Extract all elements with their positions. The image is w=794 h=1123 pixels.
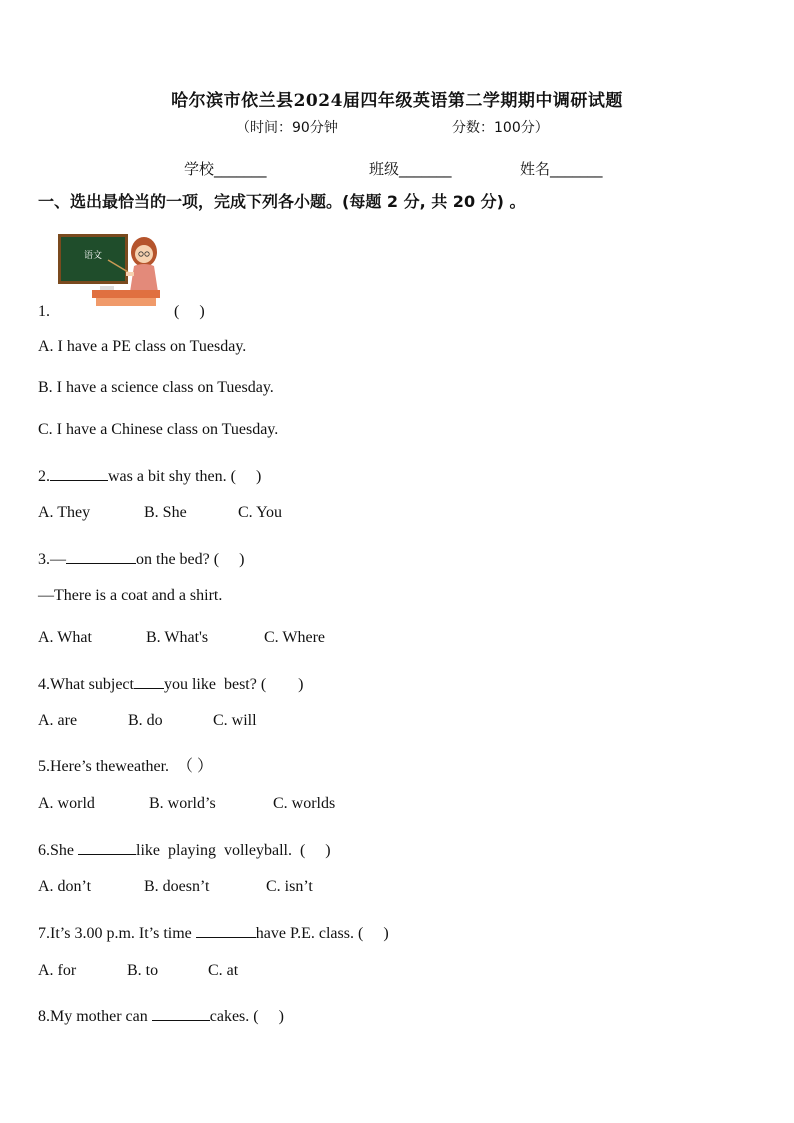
q2-option-a[interactable]: A. They <box>38 504 91 521</box>
question-4: 4.What subject you like best? ( ) <box>38 676 304 693</box>
q3-option-b[interactable]: B. What's <box>146 629 209 646</box>
q2-option-b[interactable]: B. She <box>144 504 187 521</box>
board-text: 语文 <box>83 251 103 261</box>
question-1 <box>38 298 205 321</box>
q5-options <box>38 795 335 813</box>
school-field[interactable]: 学校_______ <box>184 160 267 178</box>
q6-option-c[interactable]: C. isn’t <box>266 878 313 895</box>
q5-option-a[interactable]: A. world <box>38 795 95 812</box>
question-7: 7.It’s 3.00 p.m. It’s time have P.E. class. ( ) <box>38 925 389 942</box>
name-field[interactable]: 姓名_______ <box>520 160 603 178</box>
exam-time: （时间：90分钟 <box>236 120 338 136</box>
q7-options <box>38 962 238 980</box>
answer-blank[interactable] <box>152 1006 210 1021</box>
question-8: 8.My mother can cakes. ( ) <box>38 1008 284 1025</box>
page-title: 哈尔滨市依兰县2024届四年级英语第二学期期中调研试题 <box>171 91 623 111</box>
answer-blank[interactable] <box>66 549 136 564</box>
q2-option-c[interactable]: C. You <box>238 504 283 521</box>
q5-option-c[interactable]: C. worlds <box>273 795 336 812</box>
answer-blank[interactable] <box>134 674 164 689</box>
q4-options <box>38 712 257 730</box>
q1-option-b[interactable]: B. I have a science class on Tuesday. <box>38 379 274 396</box>
q7-option-c[interactable]: C. at <box>208 962 239 979</box>
answer-paren[interactable]: ( ) <box>174 303 205 320</box>
question-3: 3.— on the bed? ( ) <box>38 551 245 568</box>
q3-option-a[interactable]: A. What <box>38 629 92 646</box>
q4-option-a[interactable]: A. are <box>38 712 78 729</box>
q7-option-b[interactable]: B. to <box>127 962 159 979</box>
answer-blank[interactable] <box>196 923 256 938</box>
q1-option-c[interactable]: C. I have a Chinese class on Tuesday. <box>38 421 279 438</box>
q3-option-c[interactable]: C. Where <box>264 629 326 646</box>
q6-options <box>38 878 313 896</box>
q3-options <box>38 629 325 647</box>
q1-option-a[interactable]: A. I have a PE class on Tuesday. <box>38 338 247 355</box>
question-1-number: 1. <box>38 303 50 320</box>
class-field[interactable]: 班级_______ <box>369 160 452 178</box>
q6-option-b[interactable]: B. doesn’t <box>144 878 210 895</box>
answer-blank[interactable] <box>78 840 136 855</box>
q7-option-a[interactable]: A. for <box>38 962 77 979</box>
exam-score: 分数：100分） <box>452 120 549 136</box>
q6-option-a[interactable]: A. don’t <box>38 878 92 895</box>
question-2: 2. was a bit shy then. ( ) <box>38 468 262 485</box>
answer-blank[interactable] <box>50 466 108 481</box>
q3-reply: —There is a coat and a shirt. <box>38 587 223 604</box>
section-heading: 一、选出最恰当的一项，完成下列各小题。(每题 2 分, 共 20 分) 。 <box>38 192 526 211</box>
q4-option-c[interactable]: C. will <box>213 712 257 729</box>
question-6: 6.She like playing volleyball. ( ) <box>38 842 331 859</box>
q4-option-b[interactable]: B. do <box>128 712 163 729</box>
q5-option-b[interactable]: B. world’s <box>149 795 216 812</box>
question-5: 5.Here’s theweather. （ ） <box>38 758 214 775</box>
q2-options <box>38 504 282 522</box>
